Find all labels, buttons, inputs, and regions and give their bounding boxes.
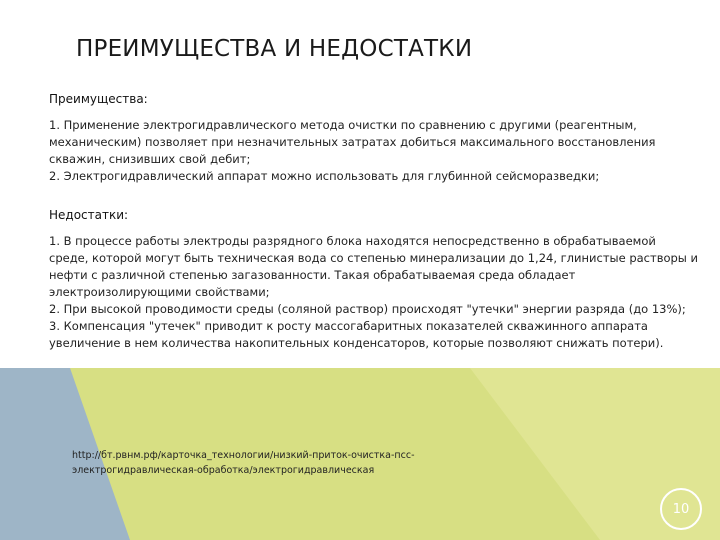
page-number: 10: [660, 488, 702, 530]
advantages-heading: Преимущества:: [49, 92, 148, 106]
source-link-line[interactable]: электрогидравлическая-обработка/электрогидравлическая: [72, 465, 375, 476]
disadvantages-line: увеличение в нем количества накопительных конденсаторов, которые позволяют снижать потери).: [49, 336, 664, 350]
advantages-line: механическим) позволяет при незначительных затратах добиться максимального восстановления: [49, 135, 656, 149]
advantages-text: [49, 117, 694, 185]
disadvantages-line: среде, которой могут быть техническая вода со степенью минерализации до 1,24, глинистые растворы и: [49, 251, 699, 265]
disadvantages-line: электроизолирующими свойствами;: [49, 285, 270, 299]
disadvantages-line: 1. В процессе работы электроды разрядного блока находятся непосредственно в обрабатываемой: [49, 234, 656, 248]
disadvantages-line: 3. Компенсация "утечек" приводит к росту массогабаритных показателей скважинного аппарата: [49, 319, 648, 333]
source-link[interactable]: [72, 448, 415, 478]
disadvantages-line: 2. При высокой проводимости среды (соляной раствор) происходят "утечки" энергии разряда (до 13%);: [49, 302, 686, 316]
disadvantages-line: нефти с различной степенью загазованности. Такая обрабатываемая среда обладает: [49, 268, 576, 282]
slide-title: ПРЕИМУЩЕСТВА И НЕДОСТАТКИ: [76, 36, 473, 62]
disadvantages-heading: Недостатки:: [49, 208, 129, 222]
advantages-line: скважин, снизивших свой дебит;: [49, 152, 251, 166]
advantages-line: 2. Электрогидравлический аппарат можно использовать для глубинной сейсморазведки;: [49, 169, 600, 183]
disadvantages-text: [49, 233, 699, 352]
source-link-line[interactable]: http://бт.рвнм.рф/карточка_технологии/низкий-приток-очистка-псс-: [72, 450, 415, 461]
advantages-line: 1. Применение электрогидравлического метода очистки по сравнению с другими (реагентным,: [49, 118, 637, 132]
